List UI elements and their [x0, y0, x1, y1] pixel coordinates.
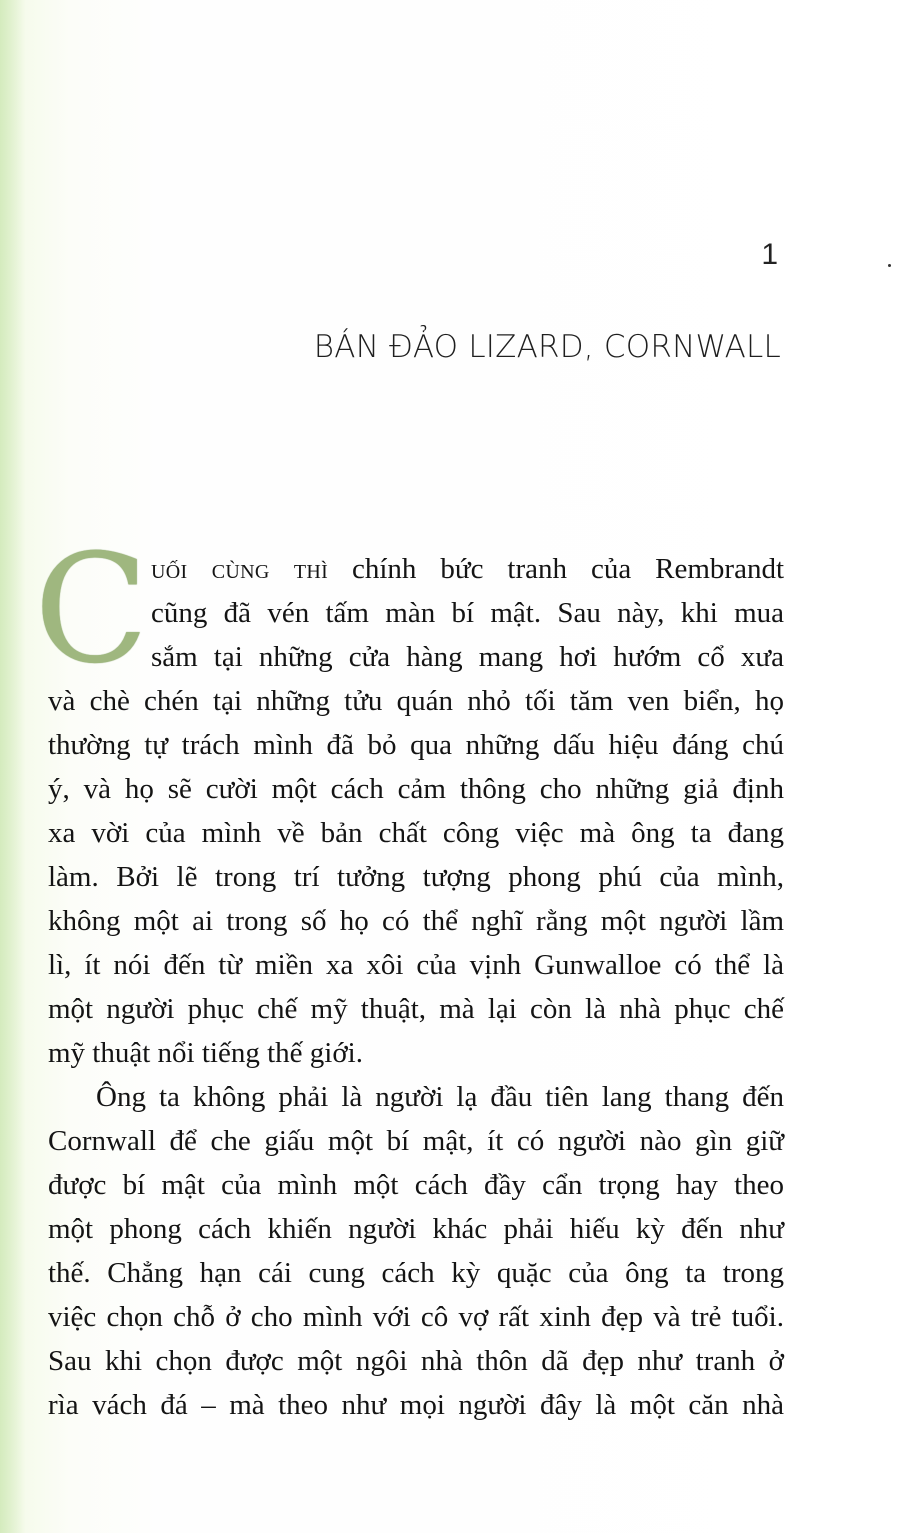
paragraph-1-line-4: và chè chén tại những tửu quán nhỏ tối tăm ven biển, họ: [48, 685, 784, 717]
paragraph-1-line-7: xa vời của mình về bản chất công việc mà ông ta đang: [48, 817, 784, 849]
paragraph-1-line-1-text: chính bức tranh của Rembrandt: [328, 553, 784, 585]
paragraph-2-line-6: việc chọn chỗ ở cho mình với cô vợ rất xinh đẹp và trẻ tuổi.: [48, 1301, 784, 1333]
paragraph-1-line-1: [151, 555, 784, 584]
paragraph-2-line-8: rìa vách đá – mà theo như mọi người đây là một căn nhà: [48, 1389, 784, 1421]
paragraph-1-line-9: không một ai trong số họ có thể nghĩ rằng một người lầm: [48, 905, 784, 937]
paragraph-2-line-4: một phong cách khiến người khác phải hiếu kỳ đến như: [48, 1213, 784, 1245]
paragraph-1-line-6: ý, và họ sẽ cười một cách cảm thông cho những giả định: [48, 773, 784, 805]
chapter-number: 1: [761, 238, 778, 271]
paragraph-1-line-3: sắm tại những cửa hàng mang hơi hướm cổ xưa: [151, 641, 784, 673]
paragraph-1-line-2: cũng đã vén tấm màn bí mật. Sau này, khi mua: [151, 597, 784, 629]
paragraph-2-line-5: thế. Chẳng hạn cái cung cách kỳ quặc của ông ta trong: [48, 1257, 784, 1289]
scan-speck: [888, 264, 891, 267]
opening-small-caps: uối cùng thì: [151, 553, 329, 585]
paragraph-2-line-2: Cornwall để che giấu một bí mật, ít có người nào gìn giữ: [48, 1125, 784, 1157]
chapter-title: BÁN ĐẢO LIZARD, CORNWALL: [313, 329, 781, 365]
paragraph-1-line-10: lì, ít nói đến từ miền xa xôi của vịnh Gunwalloe có thể là: [48, 949, 784, 981]
drop-cap-letter: C: [34, 523, 149, 697]
paragraph-2-line-3: được bí mật của mình một cách đầy cẩn trọng hay theo: [48, 1169, 784, 1201]
paragraph-1-line-12: mỹ thuật nổi tiếng thế giới.: [48, 1037, 363, 1069]
paragraph-1-line-5: thường tự trách mình đã bỏ qua những dấu hiệu đáng chú: [48, 729, 784, 761]
paragraph-2-line-1: Ông ta không phải là người lạ đầu tiên lang thang đến: [96, 1081, 784, 1113]
paragraph-2-line-7: Sau khi chọn được một ngôi nhà thôn dã đẹp như tranh ở: [48, 1345, 784, 1377]
page-gutter-shadow: [0, 0, 26, 1533]
paragraph-1-line-11: một người phục chế mỹ thuật, mà lại còn là nhà phục chế: [48, 993, 784, 1025]
paragraph-1-line-8: làm. Bởi lẽ trong trí tưởng tượng phong phú của mình,: [48, 861, 784, 893]
